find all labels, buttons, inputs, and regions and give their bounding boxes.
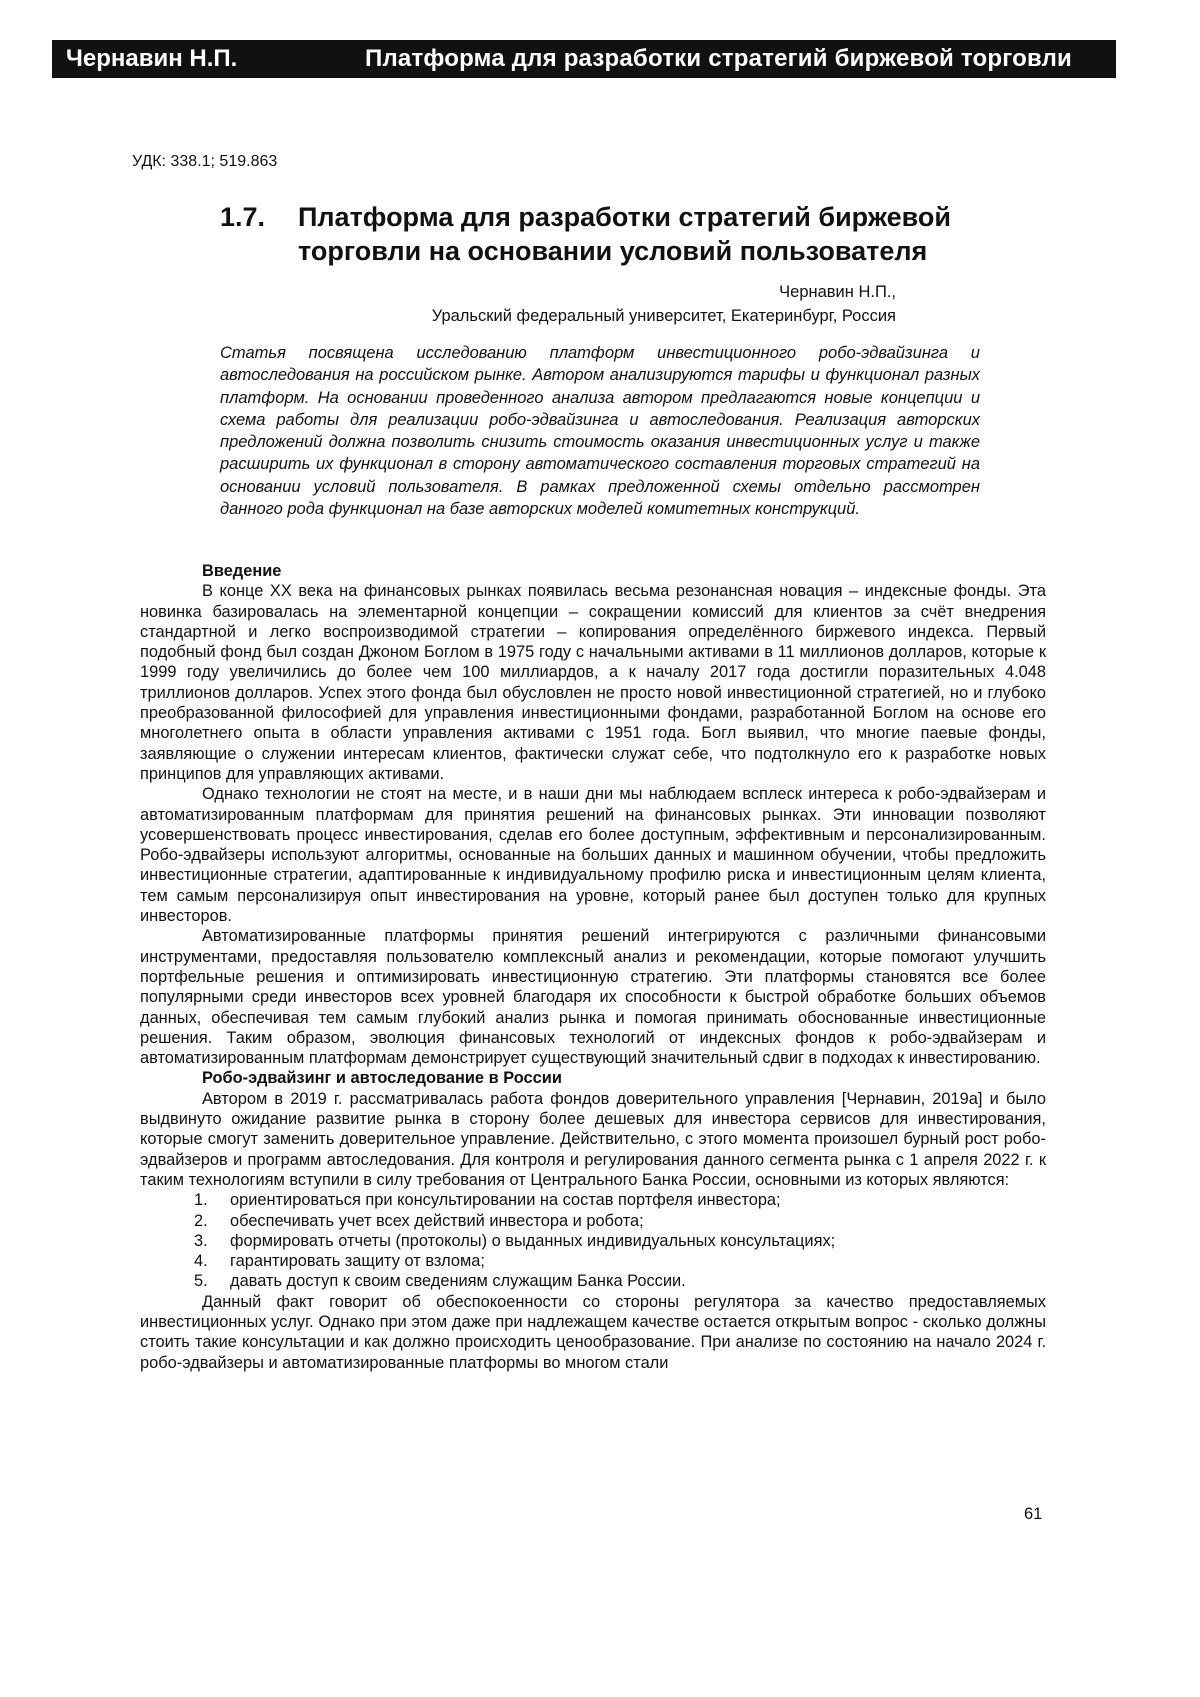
requirements-list (140, 1190, 1046, 1291)
abstract: Статья посвящена исследованию платформ инвестиционного робо-эдвайзинга и автоследования на российском рынке. Автором анализируются тарифы и функционал разных платформ. На основании проведенного анализа автором предлагаются новые концепции и схема работы для реализации робо-эдвайзинга и автоследования. Реализация авторских предложений должна позволить снизить стоимость оказания инвестиционных услуг и также расширить их функционал в сторону автоматического составления торговых стратегий на основании условий пользователя. В рамках предложенной схемы отдельно рассмотрен данного рода функционал на базе авторских моделей комитетных конструкций. (220, 344, 980, 519)
list-item (140, 1211, 1046, 1231)
udk-code: УДК: 338.1; 519.863 (132, 153, 278, 170)
paragraph: Автором в 2019 г. рассматривалась работа фондов доверительного управления [Чернавин, 2019а] и было выдвинуто ожидание развитие рынка в сторону более дешевых для инвестора сервисов для инвестирования, которые смогут заменить доверительное управление. Действительно, с этого момента произошел бурный рост робо-эдвайзеров и программ автоследования. Для контроля и регулирования данного сегмента рынка с 1 апреля 2022 г. к таким технологиям вступили в силу требования от Центрального Банка России, основными из которых являются: (140, 1089, 1046, 1189)
list-item-number: 4. (194, 1252, 208, 1271)
list-item (140, 1271, 1046, 1291)
paragraph: Однако технологии не стоят на месте, и в наши дни мы наблюдаем всплеск интереса к робо-эдвайзерам и автоматизированным платформам для принятия решений на финансовых рынках. Эти инновации позволяют усовершенствовать процесс инвестирования, сделав его более доступным, эффективным и персонализированным. Робо-эдвайзеры используют алгоритмы, основанные на больших данных и машинном обучении, чтобы предложить инвестиционные стратегии, адаптированные к индивидуальному профилю риска и инвестиционным целям клиента, тем самым персонализируя опыт инвестирования на уровне, который ранее был доступен только для крупных инвесторов. (140, 785, 1046, 926)
list-item-number: 5. (194, 1272, 208, 1291)
section-title-intro: Введение (202, 562, 282, 580)
article-body (140, 561, 1046, 1373)
article-title-line1: Платформа для разработки стратегий биржевой (298, 202, 951, 232)
list-item-number: 3. (194, 1231, 208, 1250)
author-affiliation: Уральский федеральный университет, Екатеринбург, Россия (431, 307, 896, 325)
list-item-text: гарантировать защиту от взлома; (230, 1252, 485, 1271)
running-header (52, 40, 1116, 78)
list-item-text: давать доступ к своим сведениям служащим Банка России. (230, 1272, 686, 1291)
list-item (140, 1190, 1046, 1210)
article-title-line2: торговли на основании условий пользователя (298, 236, 928, 266)
header-author: Чернавин Н.П. (66, 45, 238, 72)
paragraph: В конце XX века на финансовых рынках появилась весьма резонансная новация – индексные фонды. Эта новинка базировалась на элементарной концепции – сокращении комиссий для клиентов за счёт внедрения стандартной и легко воспроизводимой стратегии – копирования определённого биржевого индекса. Первый подобный фонд был создан Джоном Боглом в 1975 году с начальными активами в 11 миллионов долларов, которые к 1999 году увеличились до более чем 100 миллиардов, а к началу 2017 года достигли поразительных 4.048 триллионов долларов. Успех этого фонда был обусловлен не просто новой инвестиционной стратегией, но и глубоко преобразованной философией для управления инвестиционными фондами, разработанной Боглом на основе его многолетнего опыта в области управления активами с 1951 года. Богл выявил, что многие паевые фонды, заявляющие о служении интересам клиентов, фактически служат себе, что подтолкнуло его к разработке новых принципов для управляющих активами. (140, 582, 1046, 783)
paragraph: Данный факт говорит об обеспокоенности со стороны регулятора за качество предоставляемых инвестиционных услуг. Однако при этом даже при надлежащем качестве остается открытым вопрос - сколько должны стоить такие консультации и как должно происходить ценообразование. При анализе по состоянию на начало 2024 г. робо-эдвайзеры и автоматизированные платформы во многом стали (140, 1292, 1046, 1372)
article-number: 1.7. (220, 202, 266, 232)
list-item-number: 2. (194, 1211, 208, 1230)
list-item-text: обеспечивать учет всех действий инвестора и робота; (230, 1211, 644, 1230)
list-item (140, 1231, 1046, 1251)
list-item-text: формировать отчеты (протоколы) о выданных индивидуальных консультациях; (230, 1231, 836, 1250)
section-title-robo: Робо-эдвайзинг и автоследование в России (202, 1069, 562, 1088)
page-number: 61 (1024, 1505, 1043, 1523)
list-item (140, 1251, 1046, 1271)
list-item-number: 1. (194, 1191, 208, 1210)
author-block (220, 280, 896, 328)
header-title: Платформа для разработки стратегий биржевой торговли (365, 45, 1073, 72)
paragraph: Автоматизированные платформы принятия решений интегрируются с различными финансовыми инструментами, предоставляя пользователю комплексный анализ и рекомендации, которые помогают улучшить портфельные решения и оптимизировать инвестиционную стратегию. Эти платформы становятся все более популярными среди инвесторов всех уровней благодаря их способности к быстрой обработке больших объемов данных, обеспечивая тем самым глубокий анализ рынка и помогая принимать обоснованные инвестиционные решения. Таким образом, эволюция финансовых технологий от индексных фондов к робо-эдвайзерам и автоматизированным платформам демонстрирует существующий значительный сдвиг в подходах к инвестированию. (140, 927, 1046, 1068)
list-item-text: ориентироваться при консультировании на состав портфеля инвестора; (230, 1191, 781, 1210)
author-name: Чернавин Н.П., (779, 283, 896, 301)
